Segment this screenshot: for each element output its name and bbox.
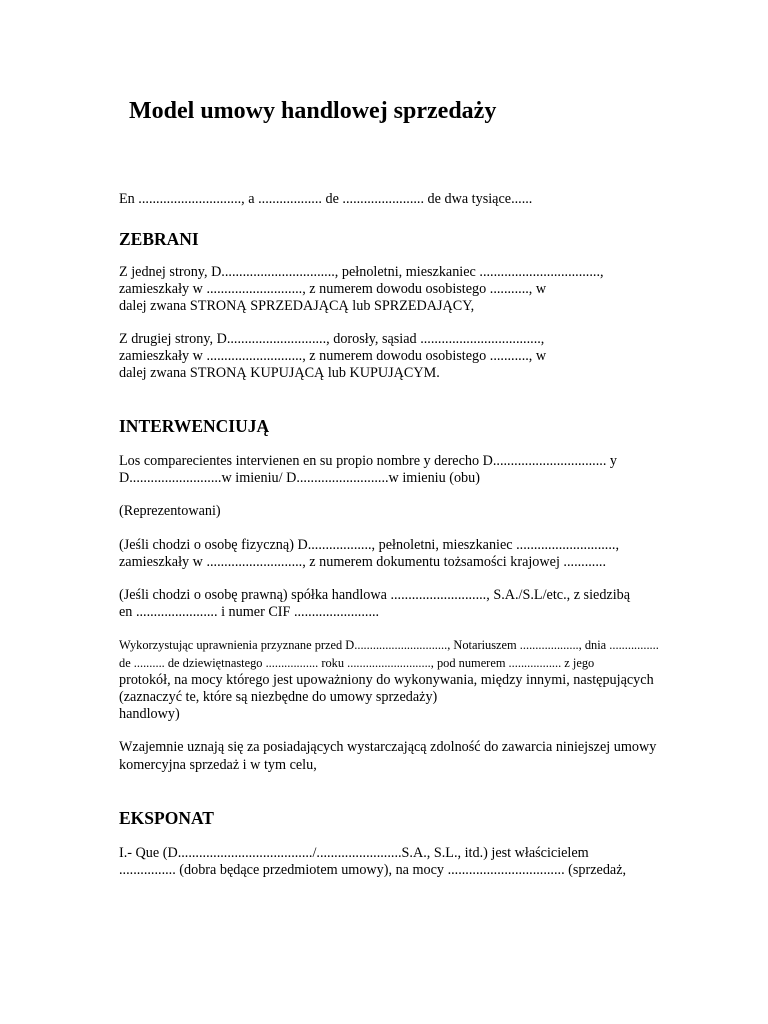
paragraph-line: Z jednej strony, D................................, pełnoletni, mieszkaniec ..................................,	[119, 264, 604, 280]
paragraph-line: (Jeśli chodzi o osobę prawną) spółka handlowa ..........................., S.A./S.L/etc., z siedzibą	[119, 587, 631, 603]
paragraph-line: D..........................w imieniu/ D..........................w imieniu (obu)	[119, 470, 480, 486]
document-title: Model umowy handlowej sprzedaży	[129, 98, 497, 124]
paragraph-line: Z drugiej strony, D............................, dorosły, sąsiad ..................................,	[119, 331, 545, 347]
paragraph-line: en ....................... i numer CIF ........................	[119, 604, 380, 620]
section-heading-zebrani: ZEBRANI	[119, 229, 199, 249]
paragraph-line: dalej zwana STRONĄ KUPUJĄCĄ lub KUPUJĄCYM.	[119, 365, 440, 381]
paragraph-line: komercyjna sprzedaż i w tym celu,	[119, 757, 317, 773]
paragraph-line: handlowy)	[119, 706, 180, 722]
paragraph-line: zamieszkały w ..........................., z numerem dokumentu tożsamości krajowej ............	[119, 554, 606, 570]
paragraph-line: Wzajemnie uznają się za posiadających wystarczającą zdolność do zawarcia niniejszej umowy	[119, 739, 657, 755]
paragraph-line: Los comparecientes intervienen en su propio nombre y derecho D................................ y	[119, 453, 618, 469]
paragraph-line: protokół, na mocy którego jest upoważniony do wykonywania, między innymi, następujących	[119, 672, 654, 688]
paragraph-line-small: de .......... de dziewiętnastego ................. roku ..........................., pod numerem ................. z jego	[119, 656, 595, 670]
paragraph-line: I.- Que (D....................................../........................S.A., S.L., itd.) jest właścicielem	[119, 845, 589, 861]
paragraph-line: ................ (dobra będące przedmiotem umowy), na mocy ................................. (sprzedaż,	[119, 862, 627, 878]
paragraph-line: zamieszkały w ..........................., z numerem dowodu osobistego ..........., w	[119, 281, 547, 297]
paragraph-line: (Reprezentowani)	[119, 503, 221, 519]
paragraph-line: dalej zwana STRONĄ SPRZEDAJĄCĄ lub SPRZEDAJĄCY,	[119, 298, 475, 314]
paragraph-line: (Jeśli chodzi o osobę fizyczną) D.................., pełnoletni, mieszkaniec ............................,	[119, 537, 619, 553]
section-heading-eksponat: EKSPONAT	[119, 808, 214, 828]
paragraph-line-small: Wykorzystując uprawnienia przyznane przed D.............................., Notariuszem ..................., dnia ................	[119, 638, 659, 652]
paragraph-line: zamieszkały w ..........................., z numerem dowodu osobistego ..........., w	[119, 348, 547, 364]
paragraph-line: (zaznaczyć te, które są niezbędne do umowy sprzedaży)	[119, 689, 438, 705]
section-heading-interwenciuja: INTERWENCIUJĄ	[119, 416, 270, 436]
date-line: En ............................., a .................. de ....................... de dwa tysiące......	[119, 191, 533, 207]
